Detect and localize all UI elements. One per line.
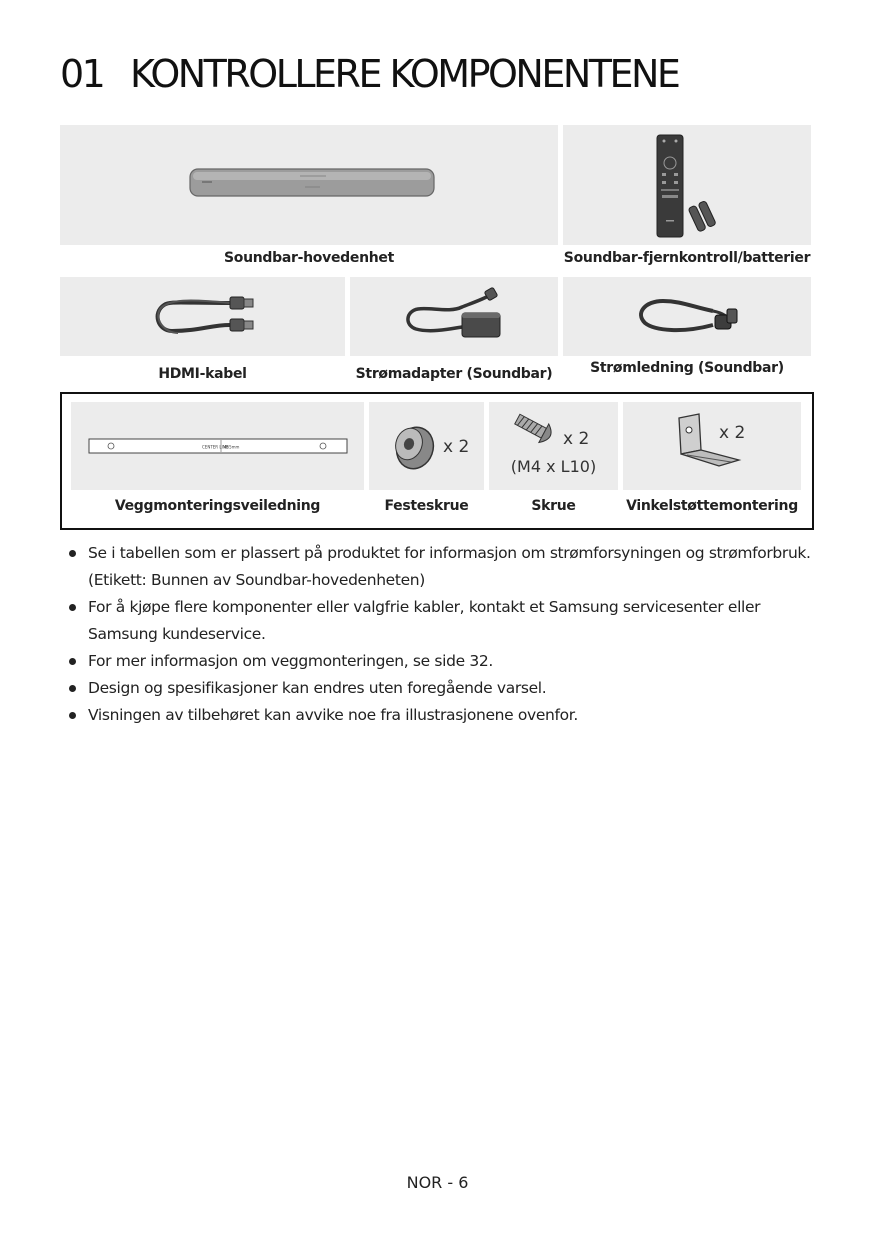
screw-image — [489, 402, 618, 490]
power-cord-image — [563, 277, 811, 356]
note-item: Design og spesifikasjoner kan endres uten foregående varsel. — [66, 675, 816, 702]
remote-label: Soundbar-fjernkontroll/batterier — [563, 250, 811, 266]
screw-quantity: x 2 — [563, 429, 590, 449]
remote-control-image — [563, 125, 811, 245]
note-item: For å kjøpe flere komponenter eller valgfrie kabler, kontakt et Samsung servicesenter eller Samsung kundeservice. — [66, 594, 816, 648]
note-item: Visningen av tilbehøret kan avvike noe fra illustrasjonene ovenfor. — [66, 702, 816, 729]
notes-list — [66, 540, 816, 729]
power-adapter-image — [350, 277, 558, 356]
guide-center-text: CENTER LINE — [202, 444, 229, 450]
hdmi-label: HDMI-kabel — [158, 366, 247, 382]
power-cord-label: Strømledning (Soundbar) — [590, 360, 784, 376]
page-title — [60, 52, 678, 96]
page-number: NOR - 6 — [406, 1173, 469, 1192]
screw-spec: (M4 x L10) — [510, 457, 597, 476]
adapter-label: Strømadapter (Soundbar) — [355, 366, 553, 382]
bracket-quantity: x 2 — [719, 423, 746, 443]
holder-screw-quantity: x 2 — [443, 437, 470, 457]
section-title: KONTROLLERE KOMPONENTENE — [130, 52, 679, 96]
holder-screw-label: Festeskrue — [384, 498, 469, 514]
section-number: 01 — [60, 52, 104, 96]
note-item: Se i tabellen som er plassert på produktet for informasjon om strømforsyningen og strømforbruk. (Etikett: Bunnen av Soundbar-hovedenheten) — [66, 540, 816, 594]
bracket-image — [623, 402, 801, 490]
bracket-label: Vinkelstøttemontering — [626, 498, 798, 514]
hdmi-cable-image — [60, 277, 345, 356]
soundbar-main-unit-image — [60, 125, 558, 245]
note-item: For mer informasjon om veggmonteringen, se side 32. — [66, 648, 816, 675]
wall-mount-guide-label: Veggmonteringsveiledning — [114, 498, 321, 514]
soundbar-main-unit-label: Soundbar-hovedenhet — [224, 250, 394, 266]
screw-label: Skrue — [531, 498, 576, 514]
guide-measure-text: 465mm — [224, 444, 240, 450]
wall-mount-guide-image — [71, 402, 364, 490]
